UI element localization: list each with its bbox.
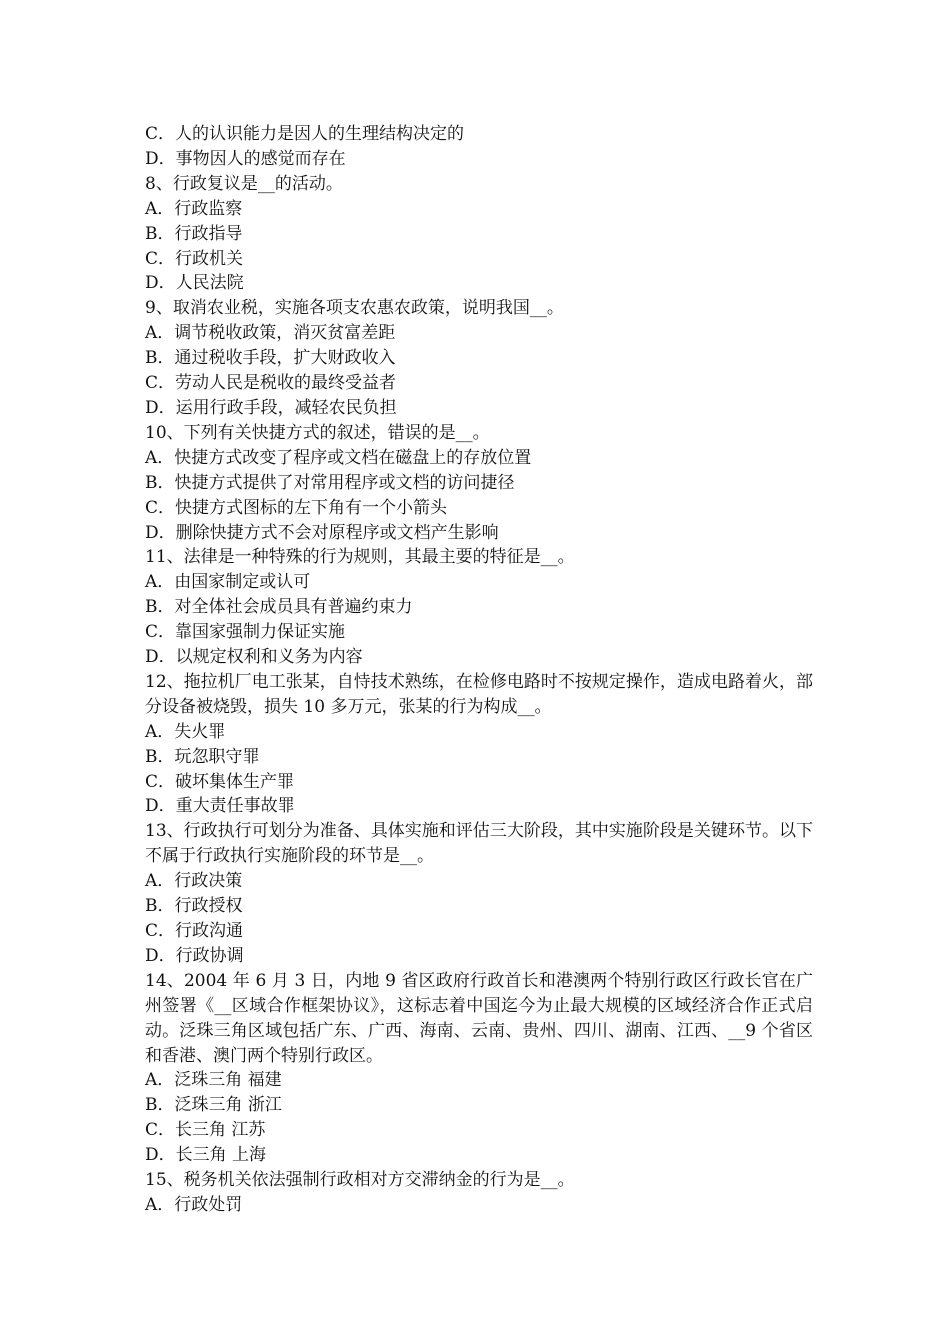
option-line: D．人民法院 (145, 273, 244, 294)
question-line: 11、法律是一种特殊的行为规则，其最主要的特征是__。 (145, 547, 575, 568)
option-line: C．快捷方式图标的左下角有一个小箭头 (145, 497, 448, 518)
option-line: C．行政沟通 (145, 921, 244, 941)
question-line: 15、税务机关依法强制行政相对方交滞纳金的行为是__。 (145, 1170, 575, 1191)
option-line: B．行政授权 (145, 896, 243, 917)
option-line: D．删除快捷方式不会对原程序或文档产生影响 (145, 522, 499, 543)
option-line: C．靠国家强制力保证实施 (145, 622, 346, 643)
question-line: 12、拖拉机厂电工张某，自恃技术熟练，在检修电路时不按规定操作，造成电路着火，部分设备被烧毁，损失 10 多万元，张某的行为构成__。 (145, 671, 813, 717)
option-line: D．运用行政手段，减轻农民负担 (145, 397, 397, 418)
option-line: B．通过税收手段，扩大财政收入 (145, 348, 396, 369)
option-line: D．事物因人的感觉而存在 (145, 148, 346, 169)
option-line: A．调节税收政策，消灭贫富差距 (145, 323, 396, 344)
option-line: A．由国家制定或认可 (145, 572, 311, 593)
option-line: A．行政决策 (145, 871, 243, 892)
option-line: D．行政协调 (145, 945, 244, 966)
option-line: A．失火罪 (145, 721, 226, 742)
option-line: A．泛珠三角 福建 (145, 1070, 282, 1091)
option-line: B．对全体社会成员具有普遍约束力 (145, 597, 413, 618)
option-line: A．行政处罚 (145, 1194, 243, 1215)
question-line: 10、下列有关快捷方式的叙述，错误的是__。 (145, 422, 490, 443)
option-line: B．行政指导 (145, 223, 243, 244)
option-line: C．长三角 江苏 (145, 1120, 266, 1141)
option-line: B．玩忽职守罪 (145, 746, 260, 767)
question-line: 8、行政复议是__的活动。 (145, 173, 343, 194)
option-line: C．人的认识能力是因人的生理结构决定的 (145, 124, 465, 144)
option-line: C．行政机关 (145, 248, 244, 269)
option-line: A．行政监察 (145, 198, 243, 219)
option-line: D．长三角 上海 (145, 1145, 267, 1166)
question-line: 14、2004 年 6 月 3 日，内地 9 省区政府行政首长和港澳两个特别行政区行政长官在广州签署《__区域合作框架协议》，这标志着中国迄今为止最大规模的区域经济合作正式启动。泛珠三角区域包括广东、广西、海南、云南、贵州、四川、湖南、江西、__9 个省区和香港、澳门两个特别行政区。 (145, 970, 813, 1066)
document-page (145, 122, 813, 1218)
question-line: 13、行政执行可划分为准备、具体实施和评估三大阶段，其中实施阶段是关键环节。以下不属于行政执行实施阶段的环节是__。 (145, 821, 813, 867)
option-line: A．快捷方式改变了程序或文档在磁盘上的存放位置 (145, 447, 532, 468)
option-line: D．以规定权利和义务为内容 (145, 647, 363, 668)
question-line: 9、取消农业税，实施各项支农惠农政策，说明我国__。 (145, 298, 564, 319)
option-line: D．重大责任事故罪 (145, 796, 295, 817)
option-line: B．泛珠三角 浙江 (145, 1095, 282, 1116)
option-line: C．劳动人民是税收的最终受益者 (145, 373, 397, 394)
option-line: C．破坏集体生产罪 (145, 771, 295, 792)
option-line: B．快捷方式提供了对常用程序或文档的访问捷径 (145, 472, 515, 493)
